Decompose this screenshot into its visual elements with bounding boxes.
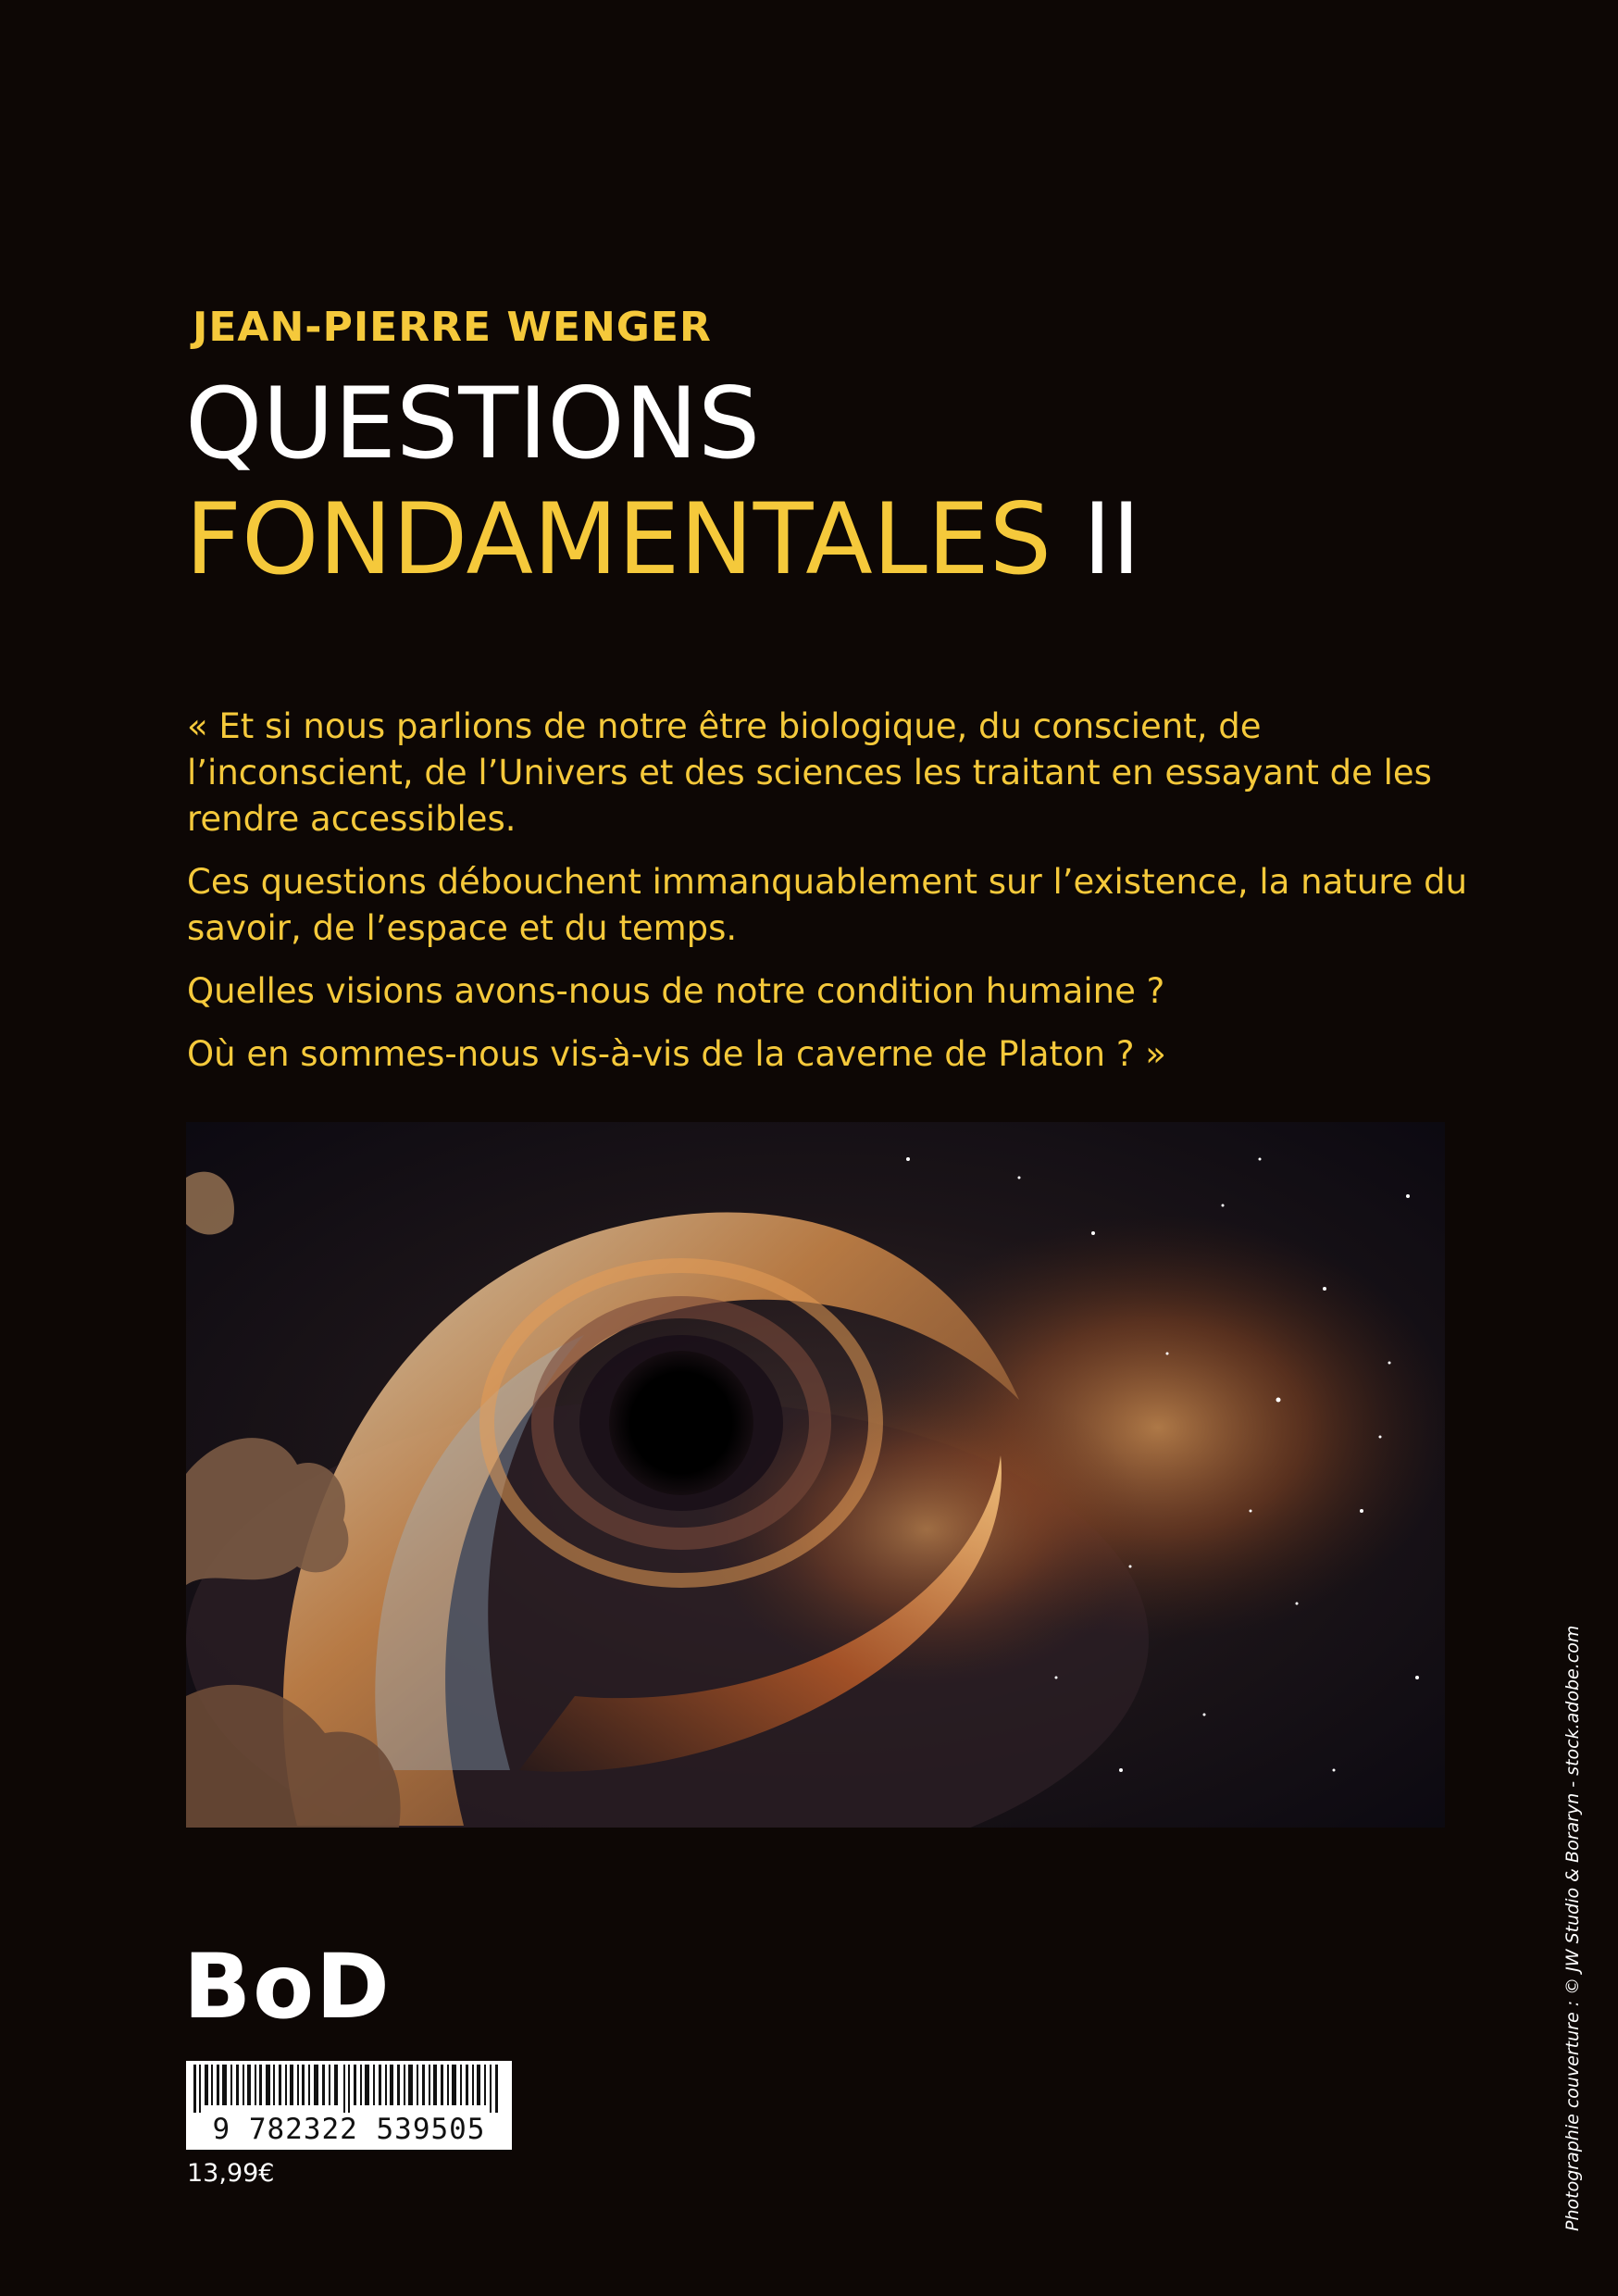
photo-credit: Photographie couverture : © JW Studio & Boraryn - stock.adobe.com [1562,1625,1583,2231]
blurb-paragraph: Où en sommes-nous vis-à-vis de la caverne de Platon ? » [187,1034,1166,1074]
publisher-logo: BoD [183,1935,392,2039]
back-cover-blurb [187,704,1483,1094]
title-line-2 [185,481,1140,597]
title-line-1: QUESTIONS [185,367,761,480]
author-name: JEAN-PIERRE WENGER [193,304,712,351]
title-fondamentales: FONDAMENTALES [185,482,1052,596]
isbn-digits: 9 782322 539505 [212,2113,486,2146]
black-hole-image [186,1122,1445,1828]
book-title [185,366,1140,597]
price: 13,99€ [187,2159,275,2188]
blurb-paragraph: Quelles visions avons-nous de notre condition humaine ? [187,971,1165,1011]
black-hole-illustration [186,1122,1445,1828]
black-hole [609,1351,753,1495]
blurb-paragraph: « Et si nous parlions de notre être biologique, du conscient, de l’inconscient, de l’Univers et des sciences les traitant en essayant de les rendre accessibles. [187,706,1432,839]
isbn-barcode [186,2061,512,2150]
blurb-paragraph: Ces questions débouchent immanquablement sur l’existence, la nature du savoir, de l’espace et du temps. [187,862,1468,948]
barcode-bars [193,2065,504,2113]
title-volume-number: II [1082,482,1141,596]
